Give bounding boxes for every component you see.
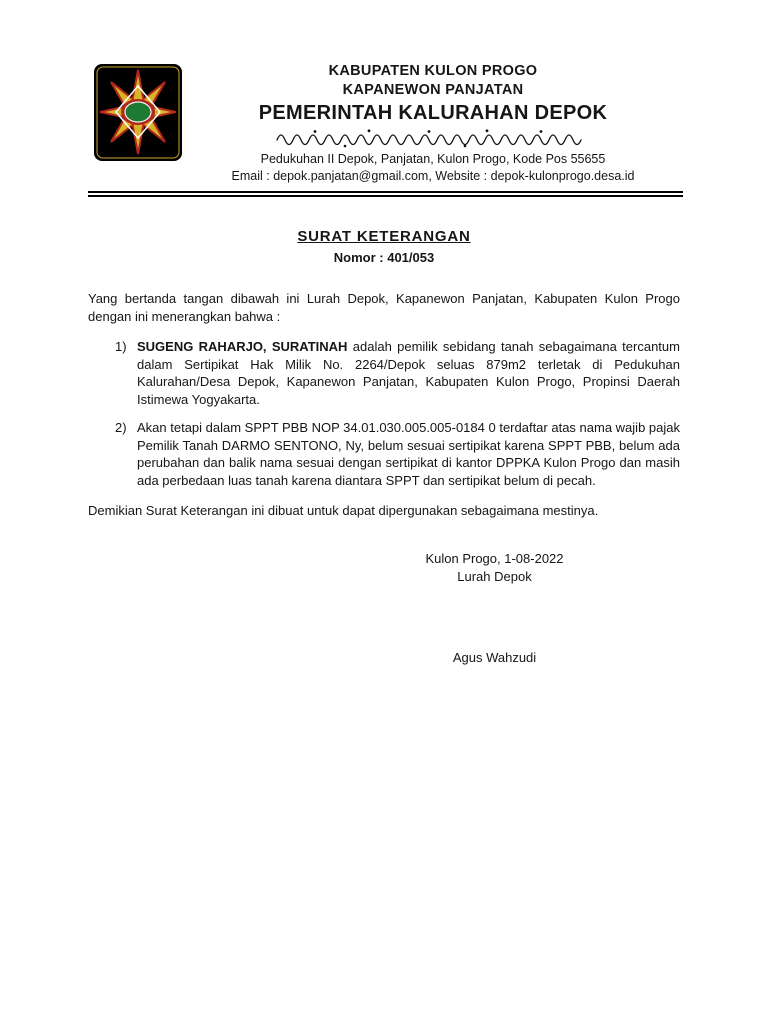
letter-title: SURAT KETERANGAN — [297, 228, 471, 245]
signature-block — [387, 550, 602, 667]
list-item-2 — [115, 419, 680, 489]
regency-name: KABUPATEN KULON PROGO — [328, 63, 538, 79]
letter-body — [0, 228, 768, 667]
opening-paragraph: Yang bertanda tangan dibawah ini Lurah Depok, Kapanewon Panjatan, Kabupaten Kulon Progo dengan ini menerangkan bahwa : — [88, 291, 680, 324]
signature-place-date: Kulon Progo, 1-08-2022 — [425, 550, 564, 566]
closing-paragraph: Demikian Surat Keterangan ini dibuat untuk dapat dipergunakan sebagaimana mestinya. — [88, 503, 599, 518]
list-item-2-marker: 2) — [115, 420, 127, 435]
list-item-1-marker: 1) — [115, 339, 127, 354]
address-line: Pedukuhan II Depok, Panjatan, Kulon Progo, Kode Pos 55655 — [260, 152, 606, 166]
government-name: PEMERINTAH KALURAHAN DEPOK — [258, 102, 608, 124]
contact-line: Email : depok.panjatan@gmail.com, Website : depok-kulonprogo.desa.id — [231, 168, 635, 183]
title-block — [88, 228, 680, 265]
emblem-icon — [94, 64, 182, 161]
district-name: KAPANEWON PANJATAN — [342, 82, 524, 98]
javanese-script-icon — [273, 128, 593, 148]
letterhead — [0, 0, 768, 197]
list-item-1-text — [137, 338, 680, 408]
signature-position: Lurah Depok — [457, 568, 532, 584]
letterhead-divider — [88, 191, 683, 197]
signature-name: Agus Wahzudi — [452, 649, 537, 665]
kalurahan-emblem-logo — [94, 64, 182, 161]
list-item-2-text: Akan tetapi dalam SPPT PBB NOP 34.01.030.005.005-0184 0 terdaftar atas nama wajib pajak Pemilik Tanah DARMO SENTONO, Ny, belum sesuai sertipikat karena SPPT PBB, belum ada perubahan dan balik nama sesuai dengan sertipikat di kantor DPPKA Kulon Progo dan masih ada perbedaan luas tanah karena diantara SPPT dan sertipikat belum di pecah. — [137, 420, 680, 488]
list-item-1-body-text: adalah pemilik sebidang tanah sebagaimana tercantum dalam Sertipikat Hak Milik No. 2264/Depok seluas 879m2 terletak di Pedukuhan Kalurahan/Desa Depok, Kapanewon Panjatan, Kabupaten Kulon Progo, Propinsi Daerah Istimewa Yogyakarta. — [137, 339, 680, 407]
list-item-1 — [115, 338, 680, 408]
javanese-script-line — [184, 126, 682, 149]
statement-list — [88, 338, 680, 489]
letterhead-text — [184, 62, 682, 184]
letter-number: Nomor : 401/053 — [333, 250, 435, 265]
subject-names: SUGENG RAHARJO, SURATINAH — [137, 339, 348, 354]
